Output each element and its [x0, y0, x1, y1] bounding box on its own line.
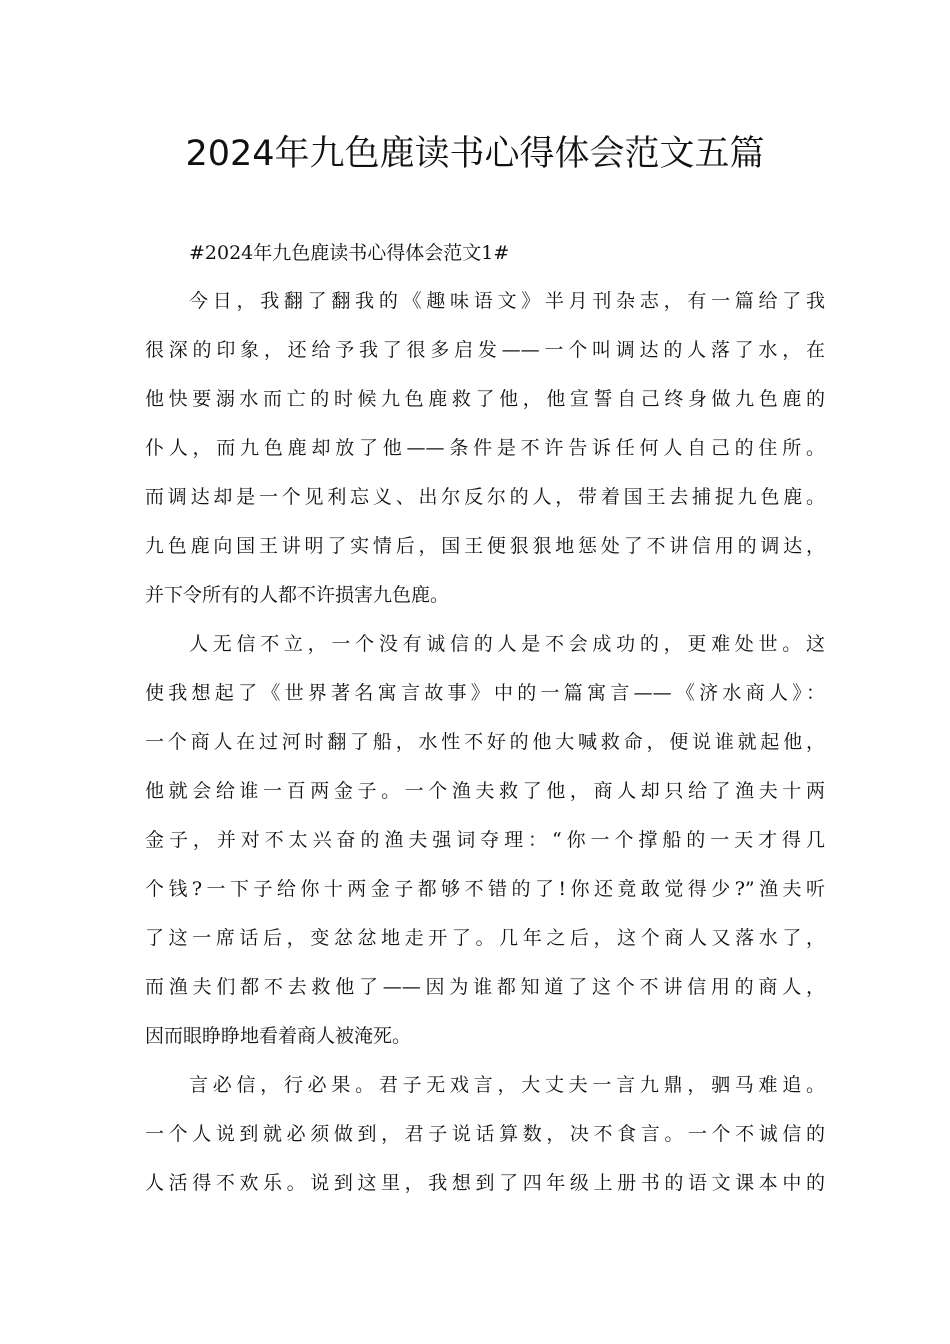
paragraph-2 — [145, 620, 825, 1061]
text-line: 言必信，行必果。君子无戏言，大丈夫一言九鼎，驷马难追。 — [189, 1074, 825, 1096]
document-body — [145, 230, 825, 1208]
text-line: 很深的印象，还给予我了很多启发——一个叫调达的人落了水，在 — [145, 339, 825, 361]
text-line: 因而眼睁睁地看着商人被淹死。 — [145, 1025, 412, 1047]
document-title: 2024年九色鹿读书心得体会范文五篇 — [185, 134, 765, 174]
text-line: 今日，我翻了翻我的《趣味语文》半月刊杂志，有一篇给了我 — [189, 290, 825, 312]
paragraph-1 — [145, 277, 825, 620]
text-line: 金子，并对不太兴奋的渔夫强词夺理：“你一个撑船的一天才得几 — [145, 829, 825, 851]
text-line: 一个人说到就必须做到，君子说话算数，决不食言。一个不诚信的 — [145, 1123, 825, 1145]
text-line: 仆人，而九色鹿却放了他——条件是不许告诉任何人自己的住所。 — [145, 437, 825, 459]
text-line: 一个商人在过河时翻了船，水性不好的他大喊救命，便说谁就起他， — [145, 731, 825, 753]
text-line: 了这一席话后，变忿忿地走开了。几年之后，这个商人又落水了， — [145, 927, 825, 949]
text-line: 人活得不欢乐。说到这里，我想到了四年级上册书的语文课本中的 — [145, 1172, 825, 1194]
text-line: 使我想起了《世界著名寓言故事》中的一篇寓言——《济水商人》： — [145, 682, 825, 704]
text-line: 九色鹿向国王讲明了实情后，国王便狠狠地惩处了不讲信用的调达， — [145, 535, 825, 557]
section-heading: #2024年九色鹿读书心得体会范文1# — [189, 242, 510, 264]
text-line: 而渔夫们都不去救他了——因为谁都知道了这个不讲信用的商人， — [145, 976, 825, 998]
text-line: 他就会给谁一百两金子。一个渔夫救了他，商人却只给了渔夫十两 — [145, 780, 825, 802]
text-line: 并下令所有的人都不许损害九色鹿。 — [145, 584, 450, 606]
text-line: 个钱?一下子给你十两金子都够不错的了!你还竟敢觉得少?”渔夫听 — [145, 878, 825, 900]
text-line: 他快要溺水而亡的时候九色鹿救了他，他宣誓自己终身做九色鹿的 — [145, 388, 825, 410]
text-line: 而调达却是一个见利忘义、出尔反尔的人，带着国王去捕捉九色鹿。 — [145, 486, 825, 508]
paragraph-3 — [145, 1061, 825, 1208]
text-line: 人无信不立，一个没有诚信的人是不会成功的，更难处世。这 — [189, 633, 825, 655]
